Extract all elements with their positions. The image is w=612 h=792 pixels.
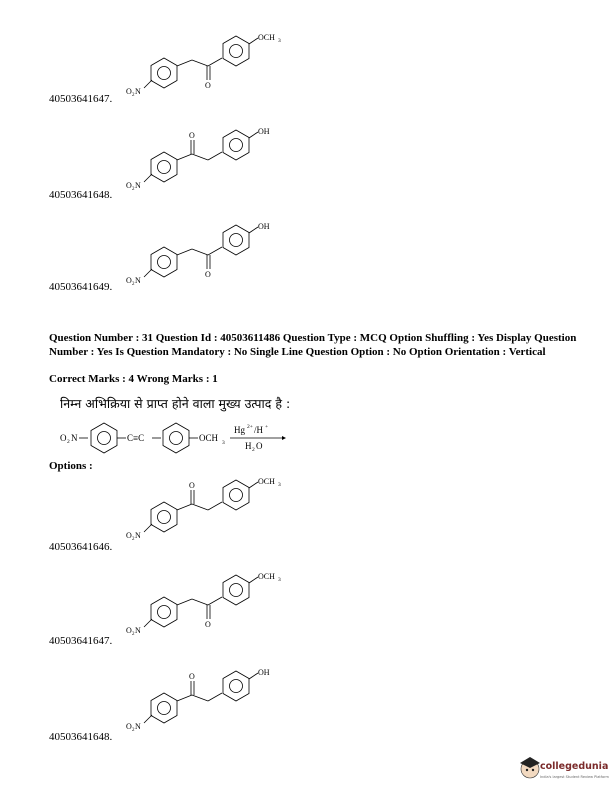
logo-name: collegedunia (540, 761, 609, 772)
svg-text:O: O (189, 672, 195, 681)
svg-text:/H: /H (254, 425, 263, 435)
svg-text:O: O (256, 441, 263, 451)
substituent-label: OCH (258, 33, 275, 42)
svg-text:OCH: OCH (199, 433, 219, 443)
svg-text:OH: OH (258, 127, 270, 136)
svg-text:2: 2 (252, 447, 255, 453)
svg-text:2: 2 (132, 632, 135, 637)
svg-text:O: O (126, 181, 132, 190)
svg-text:O: O (60, 433, 67, 443)
reaction-scheme (60, 423, 286, 453)
svg-text:2+: 2+ (247, 424, 253, 430)
svg-text:O: O (189, 481, 195, 490)
svg-text:N: N (71, 433, 78, 443)
svg-text:O: O (126, 531, 132, 540)
question-header: Question Number : 31 Question Id : 40503611486 Question Type : MCQ Option Shuffling : Yes Display Question Number : Yes Is Question Mandatory : No Single Line Question Option : No Option Orientation : Vertical (49, 332, 577, 358)
option-id: 40503641647. (49, 635, 113, 647)
option-id: 40503641647. (49, 93, 113, 105)
svg-text:Hg: Hg (234, 425, 245, 435)
svg-text:O: O (126, 87, 132, 96)
svg-text:N: N (135, 531, 141, 540)
svg-text:+: + (265, 424, 269, 430)
svg-text:O: O (126, 276, 132, 285)
svg-text:O: O (126, 722, 132, 731)
svg-text:OH: OH (258, 222, 270, 231)
option-id: 40503641648. (49, 731, 113, 743)
svg-text:O: O (189, 131, 195, 140)
structure-4 (126, 477, 281, 542)
svg-text:N: N (135, 87, 141, 96)
svg-text:N: N (135, 626, 141, 635)
svg-text:2: 2 (132, 93, 135, 98)
svg-text:H: H (245, 441, 252, 451)
svg-text:N: N (135, 722, 141, 731)
question-marks: Correct Marks : 4 Wrong Marks : 1 (49, 373, 218, 385)
option-id: 40503641648. (49, 189, 113, 201)
structure-3 (126, 222, 270, 287)
option-id: 40503641649. (49, 281, 113, 293)
collegedunia-logo-icon (520, 757, 540, 778)
svg-text:2: 2 (132, 187, 135, 192)
logo-tagline: India's largest Student Review Platform (540, 775, 609, 779)
svg-text:3: 3 (278, 577, 281, 583)
structure-2 (126, 127, 270, 192)
svg-text:3: 3 (278, 482, 281, 488)
structure-5 (126, 572, 281, 637)
svg-text:3: 3 (222, 440, 225, 446)
svg-text:2: 2 (67, 439, 70, 445)
option-id: 40503641646. (49, 541, 113, 553)
structure-6 (126, 668, 270, 733)
svg-text:OH: OH (258, 668, 270, 677)
options-label: Options : (49, 460, 93, 472)
structure-1 (126, 33, 281, 98)
svg-text:2: 2 (132, 282, 135, 287)
svg-text:2: 2 (132, 728, 135, 733)
svg-text:N: N (135, 276, 141, 285)
svg-text:2: 2 (132, 537, 135, 542)
question-text: निम्न अभिक्रिया से प्राप्त होने वाला मुख्य उत्पाद है : (60, 396, 291, 411)
svg-text:O: O (205, 81, 211, 90)
svg-text:O: O (205, 620, 211, 629)
svg-text:O: O (126, 626, 132, 635)
svg-text:O: O (205, 270, 211, 279)
svg-text:C≡C: C≡C (127, 433, 145, 443)
svg-text:N: N (135, 181, 141, 190)
svg-text:OCH: OCH (258, 477, 275, 486)
svg-text:3: 3 (278, 38, 281, 44)
svg-text:OCH: OCH (258, 572, 275, 581)
